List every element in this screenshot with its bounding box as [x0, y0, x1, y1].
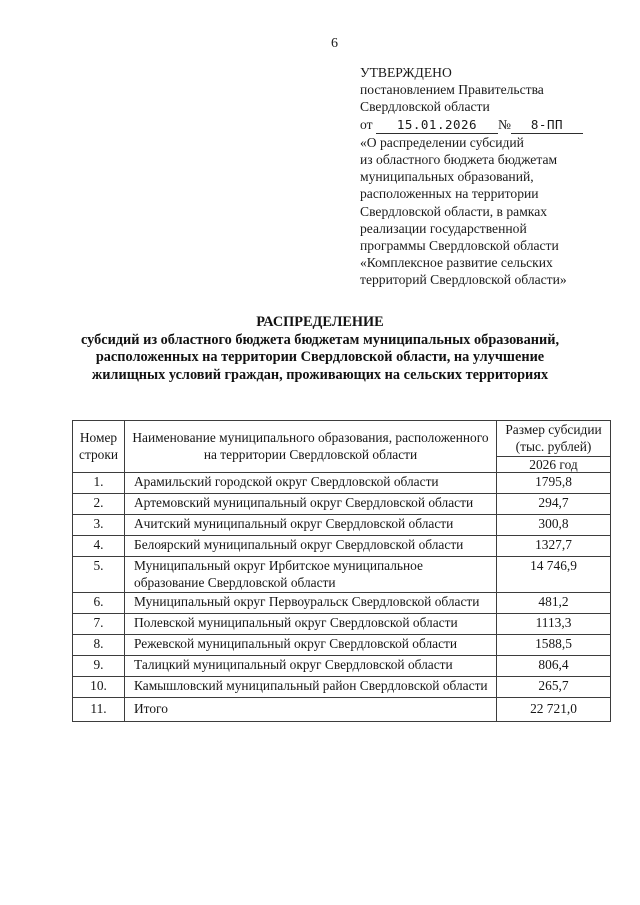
- document-title: [50, 314, 590, 384]
- table-row: [73, 515, 611, 536]
- municipality-cell: Муниципальный округ Первоуральск Свердловской области: [125, 593, 497, 614]
- row-number-cell: 5.: [73, 557, 125, 593]
- subsidy-value-cell: 294,7: [497, 494, 611, 515]
- subsidy-distribution-table: [72, 420, 611, 722]
- approval-subject-line: муниципальных образований,: [360, 169, 534, 185]
- municipality-cell: Камышловский муниципальный район Свердловской области: [125, 677, 497, 698]
- subsidy-value-cell: 1588,5: [497, 635, 611, 656]
- table-row: [73, 656, 611, 677]
- date-prefix: от: [360, 116, 373, 132]
- approval-date-line: [360, 116, 632, 134]
- row-number-cell: 6.: [73, 593, 125, 614]
- row-number-cell: 4.: [73, 536, 125, 557]
- municipality-cell: Полевской муниципальный округ Свердловской области: [125, 614, 497, 635]
- subsidy-value-cell: 1113,3: [497, 614, 611, 635]
- table-row: [73, 494, 611, 515]
- municipality-cell: Артемовский муниципальный округ Свердловской области: [125, 494, 497, 515]
- approval-subject-line: из областного бюджета бюджетам: [360, 152, 558, 168]
- total-value-cell: 22 721,0: [497, 698, 611, 722]
- subsidy-value-cell: 1327,7: [497, 536, 611, 557]
- table-row: [73, 593, 611, 614]
- municipality-cell: Ачитский муниципальный округ Свердловской области: [125, 515, 497, 536]
- municipality-cell: Режевской муниципальный округ Свердловской области: [125, 635, 497, 656]
- approval-subject-line: «Комплексное развитие сельских: [360, 255, 553, 271]
- approval-line: постановлением Правительства: [360, 82, 544, 98]
- municipality-cell: Муниципальный округ Ирбитское муниципальное образование Свердловской области: [125, 557, 497, 593]
- row-number-cell: 9.: [73, 656, 125, 677]
- header-subsidy: Размер субсидии (тыс. рублей): [497, 421, 611, 457]
- row-number-cell: 7.: [73, 614, 125, 635]
- header-row-number: Номер строки: [73, 421, 125, 473]
- date-underline: [376, 116, 498, 134]
- number-underline: [511, 116, 583, 134]
- title-line: расположенных на территории Свердловской области, на улучшение: [95, 349, 545, 366]
- subsidy-value-cell: 1795,8: [497, 473, 611, 494]
- number-sign: №: [497, 116, 511, 132]
- approval-subject-line: расположенных на территории: [360, 186, 539, 202]
- title-line: субсидий из областного бюджета бюджетам муниципальных образований,: [80, 331, 560, 348]
- page-number: 6: [331, 36, 338, 51]
- header-name: Наименование муниципального образования, расположенного на территории Свердловской области: [125, 421, 497, 473]
- table-row: [73, 557, 611, 593]
- table-row: [73, 635, 611, 656]
- approval-block: [360, 64, 632, 289]
- row-number-cell: 8.: [73, 635, 125, 656]
- total-label-cell: Итого: [125, 698, 497, 722]
- row-number-cell: 3.: [73, 515, 125, 536]
- row-number-cell: 10.: [73, 677, 125, 698]
- table-header-row: [73, 421, 611, 457]
- table-row: [73, 614, 611, 635]
- approval-line: Свердловской области: [360, 99, 490, 115]
- table-row: [73, 473, 611, 494]
- header-year: 2026 год: [497, 457, 611, 473]
- approval-subject-line: программы Свердловской области: [360, 238, 559, 254]
- table-total-row: [73, 698, 611, 722]
- approval-date: 15.01.2026: [396, 116, 478, 132]
- row-number-cell: 11.: [73, 698, 125, 722]
- approval-subject-line: «О распределении субсидий: [360, 134, 524, 150]
- subsidy-value-cell: 806,4: [497, 656, 611, 677]
- row-number-cell: 2.: [73, 494, 125, 515]
- approval-line: УТВЕРЖДЕНО: [360, 65, 452, 80]
- subsidy-value-cell: 14 746,9: [497, 557, 611, 593]
- approval-subject-line: территорий Свердловской области»: [360, 272, 567, 288]
- subsidy-value-cell: 481,2: [497, 593, 611, 614]
- table-row: [73, 677, 611, 698]
- municipality-cell: Талицкий муниципальный округ Свердловской области: [125, 656, 497, 677]
- subsidy-value-cell: 265,7: [497, 677, 611, 698]
- table-row: [73, 536, 611, 557]
- row-number-cell: 1.: [73, 473, 125, 494]
- approval-subject-line: Свердловской области, в рамках: [360, 203, 548, 219]
- title-line: РАСПРЕДЕЛЕНИЕ: [256, 314, 384, 330]
- approval-number: 8-ПП: [530, 116, 563, 132]
- title-line: жилищных условий граждан, проживающих на сельских территориях: [91, 366, 549, 383]
- subsidy-value-cell: 300,8: [497, 515, 611, 536]
- municipality-cell: Арамильский городской округ Свердловской области: [125, 473, 497, 494]
- municipality-cell: Белоярский муниципальный округ Свердловской области: [125, 536, 497, 557]
- approval-subject-line: реализации государственной: [360, 220, 527, 236]
